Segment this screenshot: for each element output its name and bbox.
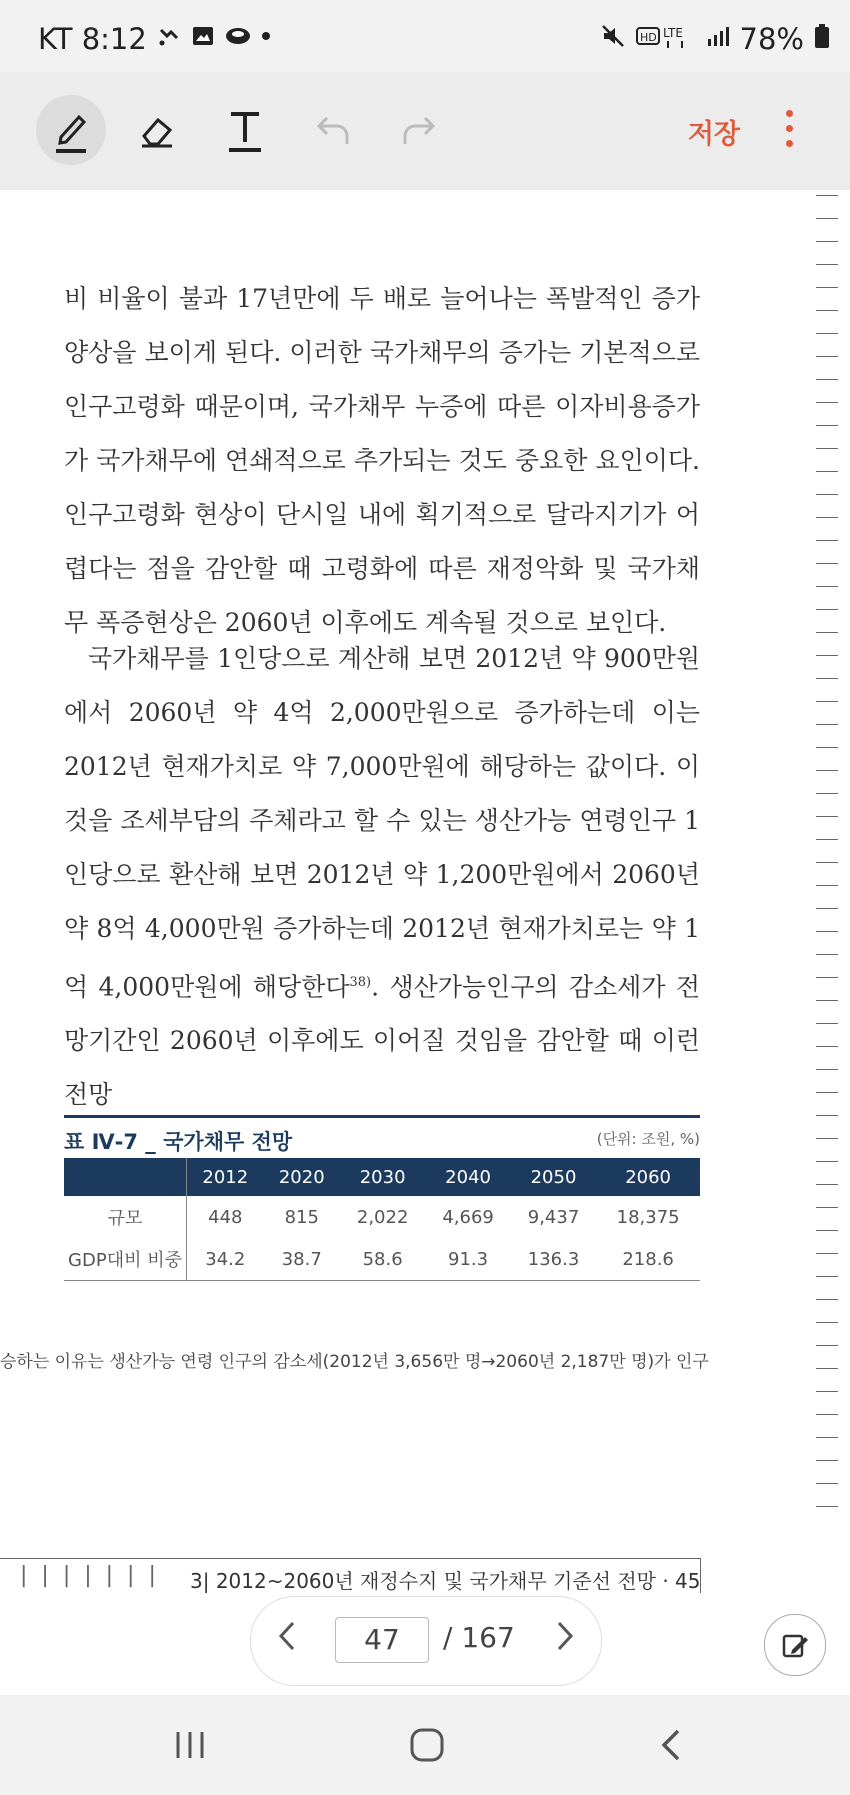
back-icon <box>658 1728 682 1762</box>
table-cell: 218.6 <box>596 1238 700 1281</box>
ruler-tick <box>816 494 838 495</box>
battery-percent: 78% <box>739 22 804 56</box>
table-cell: 2,022 <box>356 1206 409 1228</box>
ruler-tick <box>816 1161 838 1162</box>
recents-icon <box>174 1730 206 1760</box>
chevron-right-icon <box>555 1619 575 1653</box>
debt-projection-table <box>64 1158 700 1281</box>
table-header-cell: 2012 <box>187 1158 264 1196</box>
table-header-cell: 2040 <box>425 1158 510 1196</box>
ruler-tick <box>816 1322 838 1323</box>
ruler-tick <box>816 908 838 909</box>
row-label: 규모 <box>64 1196 187 1238</box>
eraser-tool-button[interactable] <box>122 95 192 165</box>
pen-tool-button[interactable] <box>36 95 106 165</box>
ruler-tick <box>816 425 838 426</box>
svg-text:LTE: LTE <box>662 26 683 40</box>
ruler-tick <box>816 540 838 541</box>
status-right <box>600 22 830 56</box>
page-navigator <box>250 1596 602 1686</box>
ruler-tick <box>816 310 838 311</box>
annotation-toolbar <box>0 72 850 190</box>
ruler-tick <box>816 195 838 196</box>
ruler-tick <box>816 1460 838 1461</box>
table-header-row <box>64 1158 700 1196</box>
ruler-tick <box>816 724 838 725</box>
pen-icon <box>51 107 91 153</box>
back-button[interactable] <box>650 1725 690 1765</box>
prev-page-button[interactable] <box>277 1619 297 1662</box>
ruler-tick <box>816 264 838 265</box>
status-bar <box>0 0 850 72</box>
text-tool-button[interactable] <box>210 95 280 165</box>
table-cell: 58.6 <box>340 1238 425 1281</box>
more-icon-dot <box>786 125 793 132</box>
ruler-tick <box>816 1230 838 1231</box>
table-cell: 9,437 <box>527 1206 580 1228</box>
more-icon <box>786 110 793 117</box>
table-cell: 34.2 <box>187 1238 264 1281</box>
page-footer <box>0 1558 701 1593</box>
chevron-left-icon <box>277 1619 297 1653</box>
page-ruler <box>816 195 840 1565</box>
image-icon <box>191 24 215 54</box>
table-cell: 91.3 <box>425 1238 510 1281</box>
ruler-tick <box>816 1000 838 1001</box>
more-icon-dot <box>786 140 793 147</box>
ruler-tick <box>816 333 838 334</box>
ruler-tick <box>816 1414 838 1415</box>
ruler-tick <box>816 885 838 886</box>
hd-lte-icon <box>636 23 696 55</box>
table-header-cell <box>64 1158 187 1196</box>
table-cell: 448 <box>208 1206 243 1228</box>
paragraph-text: 비 비율이 불과 17년만에 두 배로 늘어나는 폭발적인 증가 양상을 보이게 된다. 이러한 국가채무의 증가는 기본적으로 인구고령화 때문이며, 국가채무 누증에 따른 이자비용증가가 국가채무에 연쇄적으로 추가되는 것도 중요한 요인이다. 인구고령화 현상이 단시일 내에 획기적으로 달라지기가 어렵다는 점을 감안할 때 고령화에 따른 재정악화 및 국가채무 폭증현상은 2060년 이후에도 계속될 것으로 보인다. <box>64 284 700 637</box>
ruler-tick <box>816 1115 838 1116</box>
footnote-reference[interactable]: 38) <box>349 975 372 990</box>
ruler-tick <box>816 862 838 863</box>
more-options-button[interactable] <box>784 110 794 150</box>
missed-call-icon <box>157 24 181 54</box>
ruler-tick <box>816 931 838 932</box>
paragraph-text: . 생산가능인구의 감소세가 전망기간인 2060년 이후에도 이어질 것임을 감안할 때 이런 전망 <box>64 972 700 1110</box>
mute-icon <box>600 23 626 55</box>
ruler-tick <box>816 1184 838 1185</box>
app-icon <box>225 24 251 54</box>
edit-icon <box>780 1630 810 1660</box>
table-header-cell: 2020 <box>264 1158 340 1196</box>
ruler-tick <box>816 586 838 587</box>
home-icon <box>409 1727 445 1763</box>
ruler-tick <box>816 678 838 679</box>
table-header-cell: 2030 <box>340 1158 425 1196</box>
ruler-tick <box>816 356 838 357</box>
ruler-tick <box>816 1092 838 1093</box>
footer-ticks: ||||||| <box>20 1563 170 1588</box>
ruler-tick <box>816 701 838 702</box>
ruler-tick <box>816 632 838 633</box>
system-nav-bar <box>0 1695 850 1795</box>
page-footer-text: 3| 2012~2060년 재정수지 및 국가채무 기준선 전망 · 45 <box>190 1569 701 1593</box>
ruler-tick <box>816 770 838 771</box>
undo-button[interactable] <box>298 95 368 165</box>
table-title-text: 표 Ⅳ-7 _ 국가채무 전망 <box>64 1130 293 1154</box>
ruler-tick <box>816 655 838 656</box>
body-paragraph-1 <box>64 272 700 650</box>
text-tool-icon <box>225 106 265 154</box>
table-cell: 136.3 <box>511 1238 596 1281</box>
ruler-tick <box>816 793 838 794</box>
dot-icon <box>261 24 271 54</box>
paragraph-text: 국가채무를 1인당으로 계산해 보면 2012년 약 900만원에서 2060년 약 4억 2,000만원으로 증가하는데 이는 2012년 현재가치로 약 7,000만원에 해당하는 값이다. 이것을 조세부담의 주체라고 할 수 있는 생산가능 연령인구 1인당으로 환산해 보면 2012년 약 1,200만원에서 2060년 약 8억 4,000만원 증가하는데 2012년 현재가치로는 약 1억 4,000만원에 해당한다 <box>64 644 700 1002</box>
table-header-cell: 2050 <box>511 1158 596 1196</box>
ruler-tick <box>816 1046 838 1047</box>
table-cell: 18,375 <box>616 1206 680 1228</box>
ruler-tick <box>816 1138 838 1139</box>
ruler-tick <box>816 1437 838 1438</box>
page-number-input[interactable]: 47 <box>335 1617 429 1663</box>
table-row <box>64 1238 700 1281</box>
ruler-tick <box>816 747 838 748</box>
ruler-tick <box>816 379 838 380</box>
ruler-tick <box>816 402 838 403</box>
ruler-tick <box>816 1253 838 1254</box>
ruler-tick <box>816 1023 838 1024</box>
table-unit: (단위: 조원, %) <box>596 1130 700 1148</box>
ruler-tick <box>816 1391 838 1392</box>
ruler-tick <box>816 977 838 978</box>
ruler-tick <box>816 1506 838 1507</box>
ruler-tick <box>816 1368 838 1369</box>
next-page-button[interactable] <box>555 1619 575 1662</box>
home-button[interactable] <box>405 1725 449 1765</box>
footnote-text: 승하는 이유는 생산가능 연령 인구의 감소세(2012년 3,656만 명→2060년 2,187만 명)가 인구 <box>0 1352 709 1372</box>
edit-fab-button[interactable] <box>764 1614 826 1676</box>
ruler-tick <box>816 563 838 564</box>
ruler-tick <box>816 1345 838 1346</box>
redo-icon <box>399 112 439 148</box>
table-cell: 4,669 <box>442 1206 494 1228</box>
eraser-icon <box>136 110 178 150</box>
ruler-tick <box>816 1276 838 1277</box>
battery-icon <box>814 23 830 55</box>
status-left <box>38 22 271 56</box>
body-paragraph-2 <box>64 632 700 1122</box>
table-row <box>64 1196 700 1238</box>
save-button[interactable]: 저장 <box>687 119 740 150</box>
undo-icon <box>313 112 353 148</box>
table-header-cell: 2060 <box>596 1158 700 1196</box>
ruler-tick <box>816 287 838 288</box>
ruler-tick <box>816 954 838 955</box>
ruler-tick <box>816 218 838 219</box>
ruler-tick <box>816 816 838 817</box>
ruler-tick <box>816 1299 838 1300</box>
ruler-tick <box>816 471 838 472</box>
ruler-tick <box>816 839 838 840</box>
ruler-tick <box>816 448 838 449</box>
carrier-time: KT 8:12 <box>38 22 147 56</box>
row-label: GDP대비 비중 <box>64 1238 187 1281</box>
ruler-tick <box>816 1207 838 1208</box>
recents-button[interactable] <box>170 1725 210 1765</box>
ruler-tick <box>816 517 838 518</box>
redo-button[interactable] <box>384 95 454 165</box>
svg-text:HD: HD <box>639 31 657 44</box>
page-total: / 167 <box>443 1621 515 1654</box>
ruler-tick <box>816 1069 838 1070</box>
ruler-tick <box>816 241 838 242</box>
signal-icon <box>706 24 730 54</box>
ruler-tick <box>816 609 838 610</box>
ruler-tick <box>816 1483 838 1484</box>
table-cell: 38.7 <box>264 1238 340 1281</box>
table-cell: 815 <box>284 1206 319 1228</box>
